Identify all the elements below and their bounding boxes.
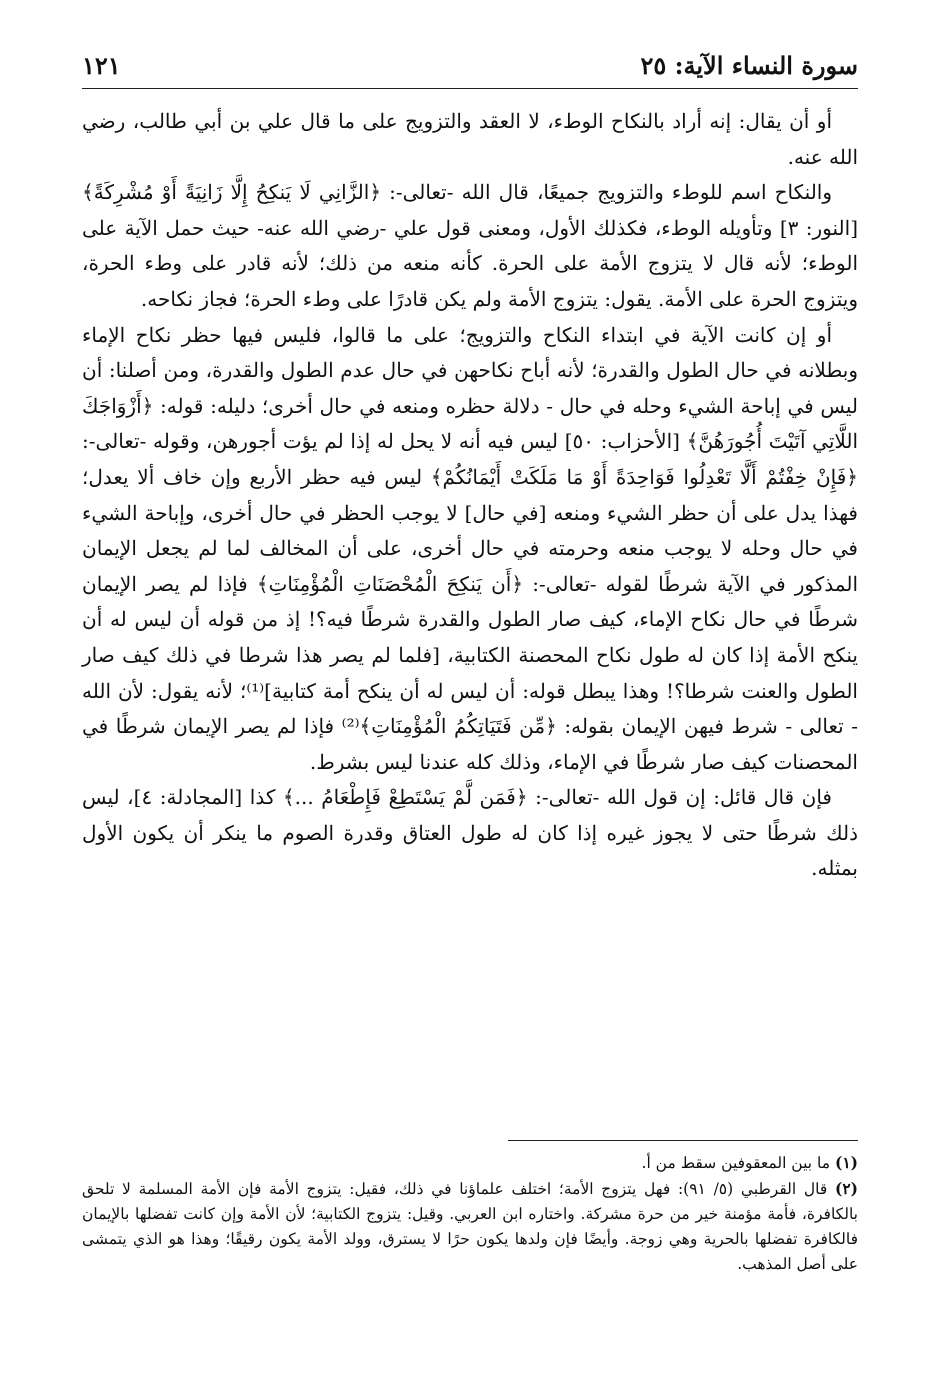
footnote-text: قال القرطبي (٥/ ٩١): فهل يتزوج الأمة؛ اختلف علماؤنا في ذلك، فقيل: يتزوج الأمة فإن الأمة المسلمة لا تلحق بالكافرة، فأمة مؤمنة خير من حرة مشركة. واختاره ابن العربي. وقيل: يتزوج الكتابية؛ لأن الأمة وإن كانت تفضلها بالإيمان فالكافرة تفضلها بالحرية وهي زوجة. وأيضًا فإن ولدها يكون حرًا لا يسترق، وولد الأمة يكون رقيقًا؛ وهذا هو الذي يتمشى على أصل المذهب. [82,1180,858,1273]
paragraph: فإن قال قائل: إن قول الله -تعالى-: ﴿فَمَن لَّمْ يَسْتَطِعْ فَإِطْعَامُ ...﴾ كذا [المجادلة: ٤]، ليس ذلك شرطًا حتى لا يجوز غيره إذا كان له طول العتاق وقدرة الصوم ما ينكر أن يكون الأول بمثله. [82,785,858,881]
paragraph: والنكاح اسم للوطء والتزويج جميعًا، قال الله -تعالى-: ﴿الزَّانِي لَا يَنكِحُ إِلَّا زَانِيَةً أَوْ مُشْرِكَةً﴾ [النور: ٣] وتأويله الوطء، فكذلك الأول، ومعنى قول علي -رضي الله عنه- حيث حمل الآية على الوطء؛ لأنه قال لا يتزوج الأمة على الحرة. كأنه منعه من ذلك؛ لأنه قادر على وطء الحرة، ويتزوج الحرة على الأمة. يقول: يتزوج الأمة ولم يكن قادرًا على وطء الحرة؛ فجاز نكاحه. [82,180,858,311]
footnote-number: (١) [834,1153,858,1172]
paragraph: أو أن يقال: إنه أراد بالنكاح الوطء، لا العقد والتزويج على ما قال علي بن أبي طالب، رضي الله عنه. [82,109,858,169]
footnote-number: (٢) [834,1179,858,1198]
main-text [82,104,858,887]
footnotes [82,1150,858,1277]
running-title: سورة النساء الآية: ٢٥ [640,50,858,80]
footnote-text: ما بين المعقوفين سقط من أ. [641,1154,831,1172]
footnote [82,1150,858,1176]
page-header [82,42,858,89]
footnote [82,1176,858,1277]
page-number: ١٢١ [82,50,121,80]
footnote-separator [508,1140,858,1141]
paragraph: أو إن كانت الآية في ابتداء النكاح والتزويج؛ على ما قالوا، فليس فيها حظر نكاح الإماء وبطلانه في حال الطول والقدرة؛ لأنه أباح نكاحهن في حال عدم الطول والقدرة، ومن أصلنا: أن ليس في إباحة الشيء وحله في حال - دلالة حظره ومنعه في حال أخرى؛ دليله: قوله: ﴿أَزْوَاجَكَ اللَّاتِي آتَيْتَ أُجُورَهُنَّ﴾ [الأحزاب: ٥٠] ليس فيه أنه لا يحل له إذا لم يؤت أجورهن، وقوله -تعالى-: ﴿فَإِنْ خِفْتُمْ أَلَّا تَعْدِلُوا فَوَاحِدَةً أَوْ مَا مَلَكَتْ أَيْمَانُكُمْ﴾ ليس فيه حظر الأربع وإن خاف ألا يعدل؛ فهذا يدل على أن حظر الشيء ومنعه [في حال] لا يوجب الحظر في حال أخرى، وإباحة الشيء في حال وحله لا يوجب منعه وحرمته في حال أخرى، على أن المخالف لما لم يجعل الإيمان المذكور في الآية شرطًا لقوله -تعالى-: ﴿أَن يَنكِحَ الْمُحْصَنَاتِ الْمُؤْمِنَاتِ﴾ فإذا لم يصر الإيمان شرطًا في حال نكاح الإماء، كيف صار الطول والقدرة شرطًا فيه؟! إذ من قوله أن ليس له أن ينكح الأمة إذا كان له طول نكاح المحصنة الكتابية، [فلما لم يصر هذا شرطا في ذلك كيف صار الطول والعنت شرطا؟! وهذا يبطل قوله: أن ليس له أن ينكح أمة كتابية]⁽¹⁾؛ لأنه يقول: لأن الله - تعالى - شرط فيهن الإيمان بقوله: ﴿مِّن فَتَيَاتِكُمُ الْمُؤْمِنَاتِ﴾⁽²⁾ فإذا لم يصر الإيمان شرطًا في المحصنات كيف صار شرطًا في الإماء، وذلك كله عندنا ليس بشرط. [82,322,858,774]
